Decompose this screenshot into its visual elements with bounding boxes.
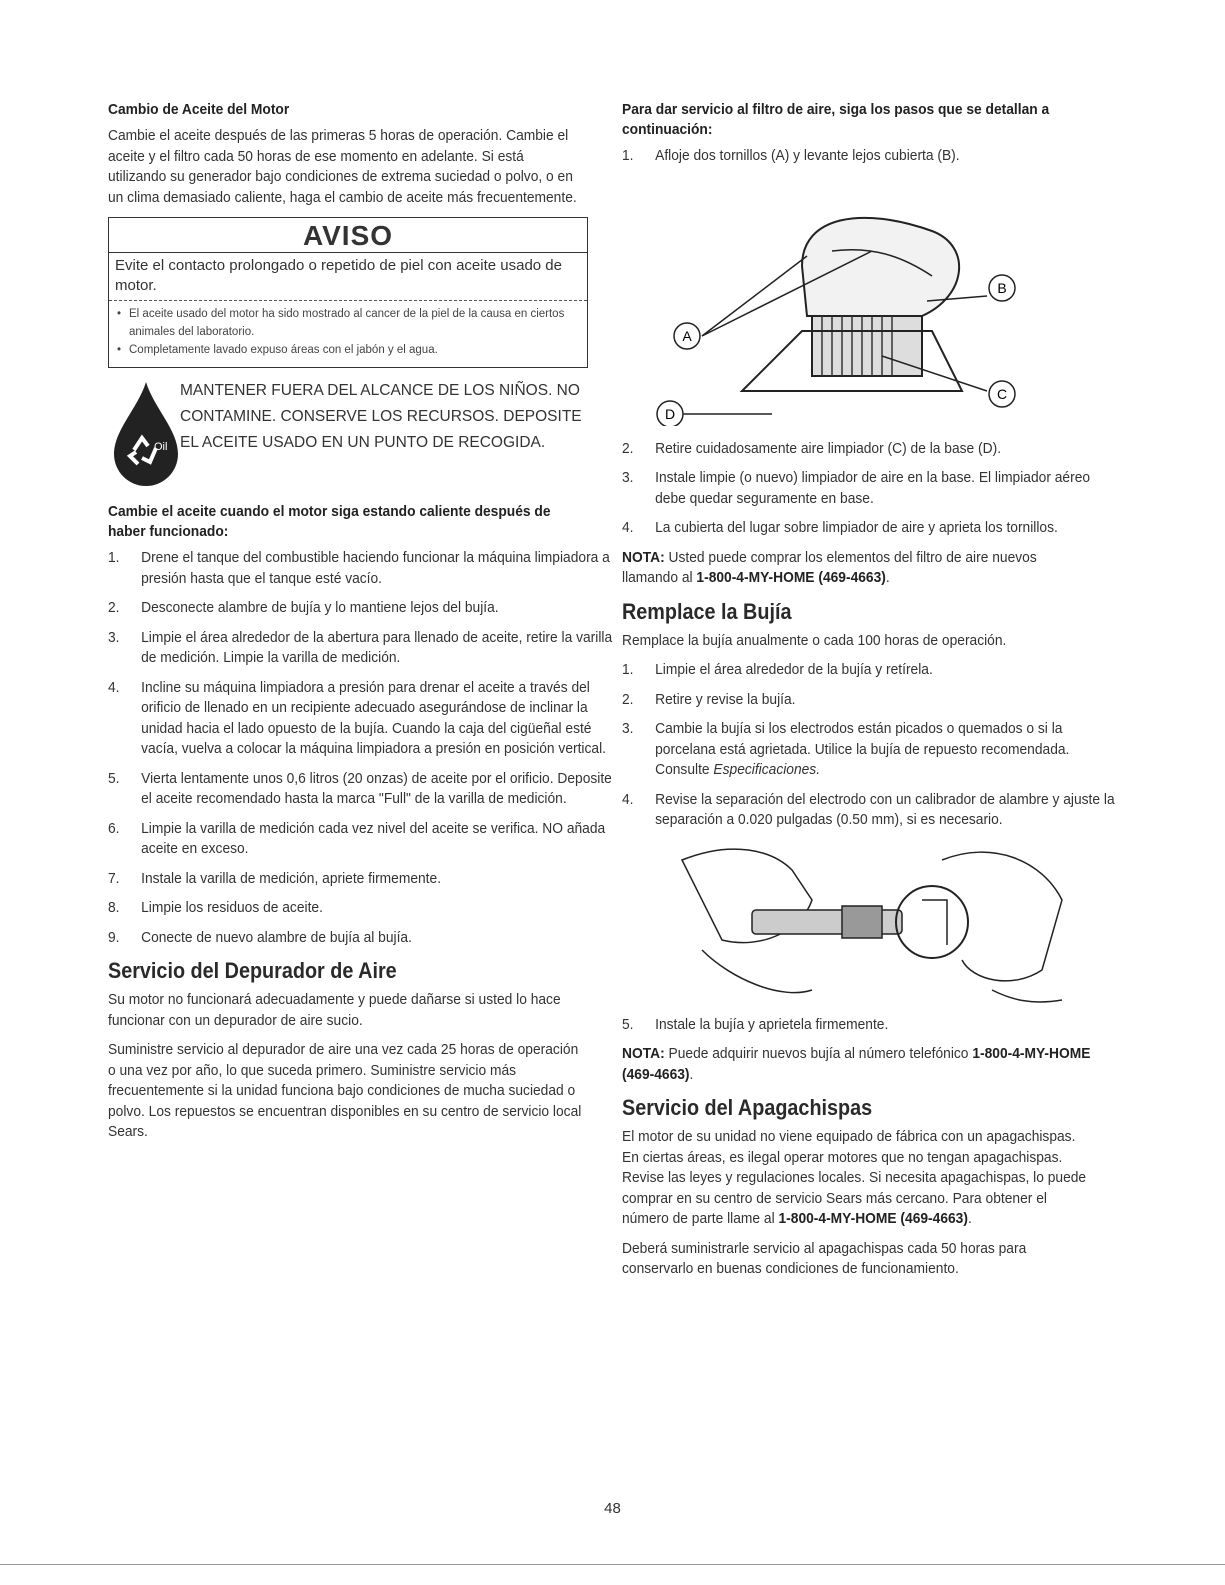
list-item: 7. Instale la varilla de medición, apriete firmemente. (108, 869, 442, 887)
air-filter-diagram (632, 176, 1072, 426)
nota-2: NOTA: Puede adquirir nuevos bujía al número telefónico 1-800-4-MY-HOME (469-4663). (622, 1045, 1091, 1083)
list-item: 9. Conecte de nuevo alambre de bujía al bujía. (108, 928, 412, 946)
label-b: B (997, 279, 1007, 296)
list-item: 2. Retire y revise la bujía. (622, 690, 796, 708)
list-item: 4. Revise la separación del electrodo con un calibrador de alambre y ajuste la separación a 0.020 pulgadas (0.50 mm), si es necesario. (622, 790, 1115, 828)
label-d: D (664, 405, 676, 422)
nota-1: NOTA: Usted puede comprar los elementos del filtro de aire nuevos llamando al 1-800-4-MY-HOME (469-4663). (622, 548, 1037, 586)
page-number: 48 (604, 1500, 621, 1517)
left-column (108, 100, 613, 1152)
list-item: 3. Instale limpie (o nuevo) limpiador de aire en la base. El limpiador aéreo debe quedar seguramente en base. (622, 469, 1091, 507)
recycle-notice (108, 378, 588, 488)
recycle-icon-label: Oil (154, 441, 168, 453)
spark-plug-step-5 (622, 1015, 1094, 1036)
list-item: 5. Vierta lentamente unos 0,6 litros (20 onzas) de aceite por el orificio. Deposite el aceite recomendado hasta la marca "Full" de la varilla de medición. (108, 769, 612, 807)
hot-engine-steps (108, 548, 613, 948)
filter-step-1 (622, 146, 1094, 167)
list-item: 2. Desconecte alambre de bujía y lo mantiene lejos del bujía. (108, 599, 499, 616)
right-column (622, 100, 1115, 1289)
spark-arrester-p1: El motor de su unidad no viene equipado de fábrica con un apagachispas. En ciertas áreas, es ilegal operar motores que no tengan apagachispas. Revise las leyes y regulaciones locales. Si necesita apagachispas, lo puede comprar en su centro de servicio Sears más cercano. Para obtener el número de parte llame al 1-800-4-MY-HOME (469-4663). (622, 1128, 1087, 1227)
list-item: 4. Incline su máquina limpiadora a presión para drenar el aceite a través del orificio de llenado en un recipiente adecuado asegurándose de inclinar la unidad hacia el lado opuesto de la bujía. Cuando la caja del cigüeñal esté vacía, vuelva a colocar la máquina limpiadora a presión en posición vertical. (108, 678, 606, 757)
list-item: 6. Limpie la varilla de medición cada vez nivel del aceite se verifica. NO añada aceite en exceso. (108, 819, 606, 857)
list-item: 3. Limpie el área alrededor de la abertura para llenado de aceite, retire la varilla de medición. Limpie la varilla de medición. (108, 628, 613, 666)
label-c: C (996, 385, 1008, 402)
aviso-title: AVISO (109, 218, 587, 253)
air-cleaner-heading: Servicio del Depurador de Aire (108, 958, 397, 983)
aviso-bullet: • El aceite usado del motor ha sido mostrado al cancer de la piel de la causa en ciertos animales del laboratorio. (115, 305, 581, 341)
spark-plug-steps (622, 660, 1115, 831)
spark-arrester-heading: Servicio del Apagachispas (622, 1095, 873, 1120)
recycle-text: MANTENER FUERA DEL ALCANCE DE LOS NIÑOS. NO CONTAMINE. CONSERVE LOS RECURSOS. DEPOSITE EL ACEITE USADO EN UN PUNTO DE RECOGIDA. (180, 382, 582, 451)
list-item: 4. La cubierta del lugar sobre limpiador de aire y aprieta los tornillos. (622, 519, 1058, 536)
list-item: 3. Cambie la bujía si los electrodos están picados o quemados o si la porcelana está agrietada. Utilice la bujía de repuesto recomendada. Consulte Especificaciones. (622, 720, 1070, 778)
list-item: 5. Instale la bujía y aprietela firmemente. (622, 1015, 889, 1033)
aviso-box (108, 217, 588, 368)
filter-heading: Para dar servicio al filtro de aire, siga los pasos que se detallan a continuación: (622, 101, 1050, 138)
spark-arrester-p2: Deberá suministrarle servicio al apagachispas cada 50 horas para conservarlo en buenas condiciones de funcionamiento. (622, 1239, 1027, 1277)
aviso-text: Evite el contacto prolongado o repetido de piel con aceite usado de motor. (109, 253, 587, 301)
list-item: 8. Limpie los residuos de aceite. (108, 899, 323, 916)
oil-change-text: Cambie el aceite después de las primeras 5 horas de operación. Cambie el aceite y el filtro cada 50 horas de ese momento en adelante. Si está utilizando su generador bajo condiciones de extrema suciedad o polvo, o en un clima demasiado caliente, haga el cambio de aceite más frecuentemente. (108, 127, 577, 206)
list-item: 1. Drene el tanque del combustible haciendo funcionar la máquina limpiadora a presión hasta que el tanque esté vacío. (108, 549, 610, 587)
filter-steps (622, 439, 1094, 539)
aviso-bullets (109, 301, 587, 367)
list-item: 1. Limpie el área alrededor de la bujía y retírela. (622, 661, 933, 678)
oil-drop-recycle-icon (108, 378, 184, 488)
air-cleaner-p1: Su motor no funcionará adecuadamente y puede dañarse si usted lo hace funcionar con un depurador de aire sucio. (108, 991, 561, 1029)
hot-engine-heading: Cambie el aceite cuando el motor siga estando caliente después de haber funcionado: (108, 503, 551, 540)
oil-change-heading: Cambio de Aceite del Motor (108, 101, 290, 118)
list-item: 2. Retire cuidadosamente aire limpiador (C) de la base (D). (622, 439, 1002, 457)
bottom-divider (0, 1564, 1225, 1585)
aviso-bullet: • Completamente lavado expuso áreas con el jabón y el agua. (115, 341, 581, 359)
spark-plug-gap-diagram (642, 840, 1082, 1010)
list-item: 1. Afloje dos tornillos (A) y levante lejos cubierta (B). (622, 147, 960, 164)
spark-plug-intro: Remplace la bujía anualmente o cada 100 horas de operación. (622, 631, 1007, 649)
label-a: A (682, 327, 692, 344)
spark-plug-heading: Remplace la Bujía (622, 598, 792, 624)
air-cleaner-p2: Suministre servicio al depurador de aire una vez cada 25 horas de operación o una vez por año, lo que suceda primero. Suministre servicio más frecuentemente si la unidad funciona bajo condiciones de mucha suciedad o polvo. Los repuestos se encuentran disponibles en su centro de servicio local Sears. (108, 1041, 582, 1140)
